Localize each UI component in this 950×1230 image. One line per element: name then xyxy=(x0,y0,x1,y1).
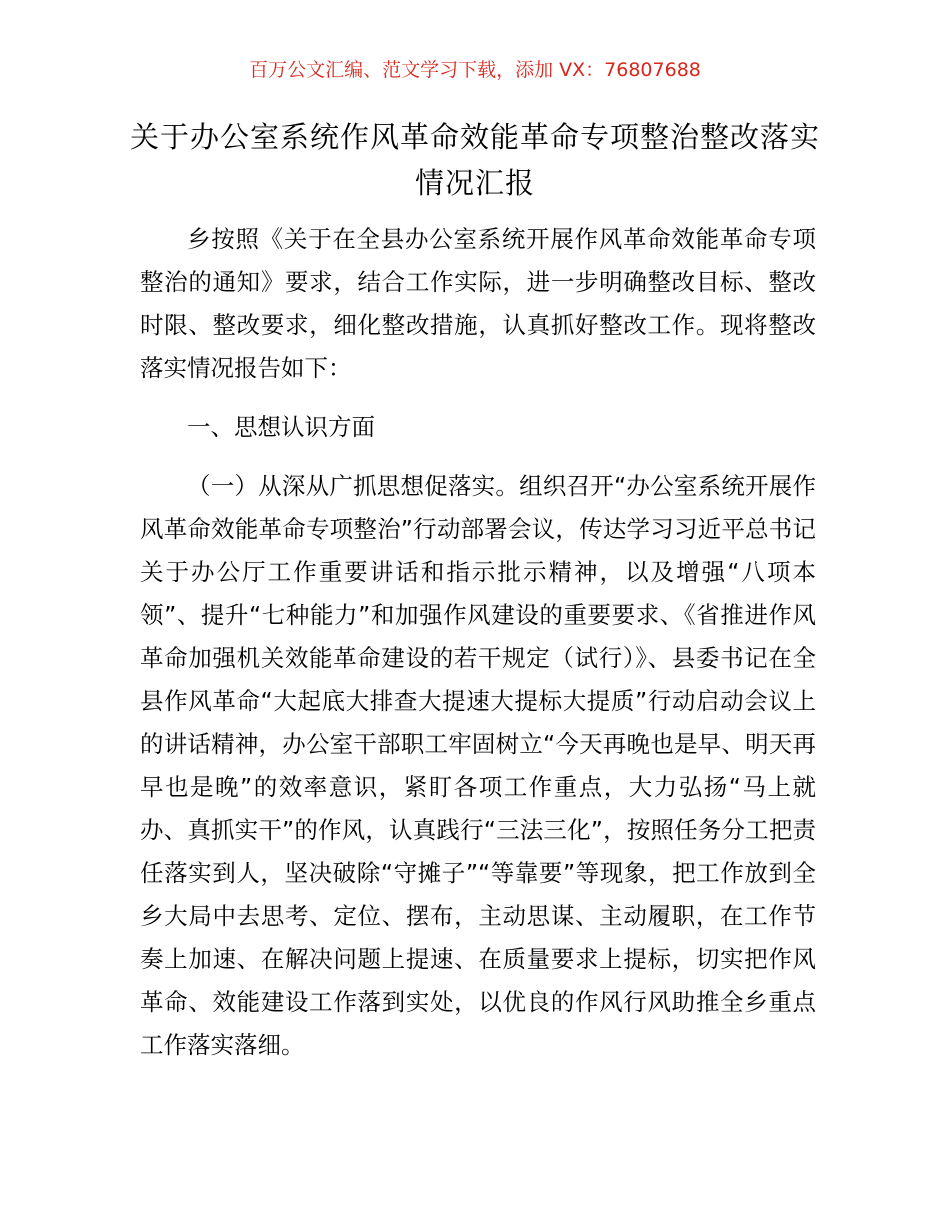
watermark-header: 百万公文汇编、范文学习下载，添加 VX：76807688 xyxy=(249,59,701,81)
intro-paragraph: 乡按照《关于在全县办公室系统开展作风革命效能革命专项整治的通知》要求，结合工作实际，进一步明确整改目标、整改时限、整改要求，细化整改措施，认真抓好整改工作。现将整改落实情况报告如下： xyxy=(140,225,816,382)
section-heading: 一、思想认识方面 xyxy=(187,413,375,441)
document-title: 关于办公室系统作风革命效能革命专项整治整改落实情况汇报 xyxy=(129,120,820,200)
body-paragraph: （一）从深从广抓思想促落实。组织召开“办公室系统开展作风革命效能革命专项整治”行动部署会议，传达学习习近平总书记关于办公厅工作重要讲话和指示批示精神，以及增强“八项本领”、提升“七种能力”和加强作风建设的重要要求、《省推进作风革命加强机关效能革命建设的若干规定（试行）》、县委书记在全县作风革命“大起底大排查大提速大提标大提质”行动启动会议上的讲话精神，办公室干部职工牢固树立“今天再晚也是早、明天再早也是晚”的效率意识，紧盯各项工作重点，大力弘扬“马上就办、真抓实干”的作风，认真践行“三法三化”，按照任务分工把责任落实到人，坚决破除“守摊子”“等靠要”等现象，把工作放到全乡大局中去思考、定位、摆布，主动思谋、主动履职，在工作节奏上加速、在解决问题上提速、在质量要求上提标，切实把作风革命、效能建设工作落到实处，以优良的作风行风助推全乡重点工作落实落细。 xyxy=(140,472,816,1059)
document-body xyxy=(140,218,816,1067)
